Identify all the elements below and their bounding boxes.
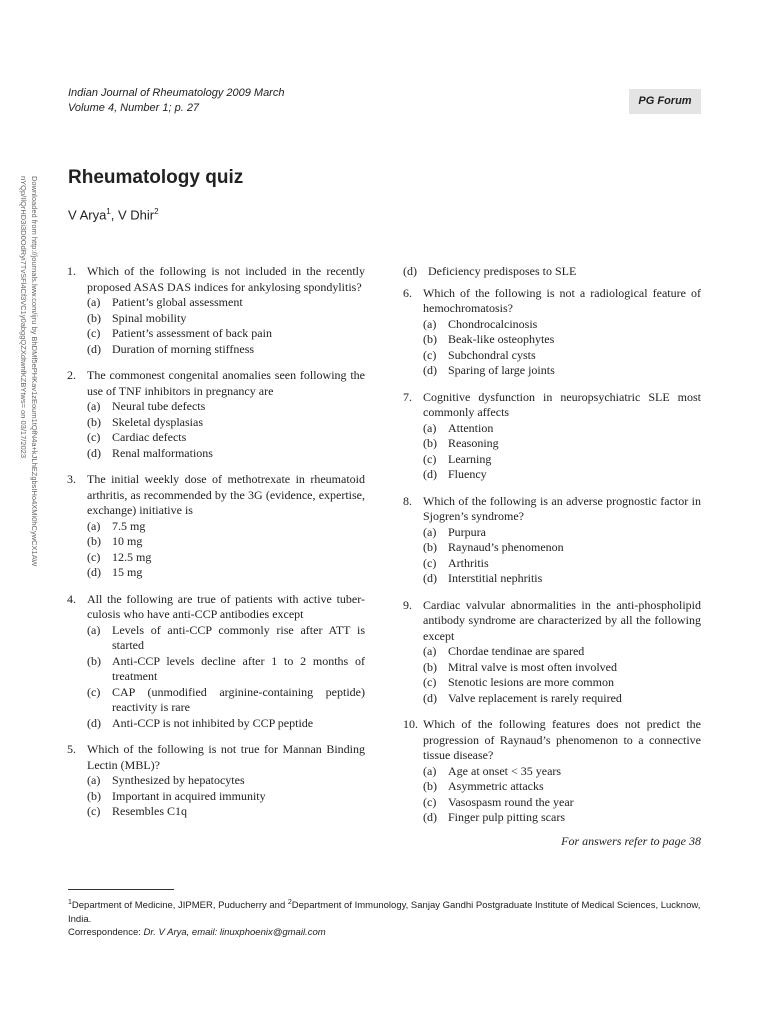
answer-option [423, 421, 701, 437]
answer-option [87, 685, 365, 716]
answers-reference: For answers refer to page 38 [561, 833, 701, 848]
option-label: (c) [87, 326, 101, 340]
option-label: (a) [423, 316, 437, 331]
affiliation-marker-2: 2 [287, 899, 292, 906]
option-label: (d) [423, 363, 437, 377]
question-number: 8. [403, 493, 412, 508]
option-label: (b) [423, 779, 437, 793]
download-watermark [18, 176, 40, 606]
answer-option [423, 540, 701, 556]
option-label: (c) [423, 347, 437, 362]
option-text: Duration of morning stiffness [112, 341, 255, 356]
answer-option [423, 779, 701, 795]
option-text: Resembles C1q [112, 804, 187, 818]
question-number: 5. [67, 742, 76, 756]
option-label: (a) [87, 518, 101, 533]
option-label: (b) [87, 414, 101, 429]
answer-option [87, 430, 365, 446]
answer-option [87, 415, 365, 431]
answer-option [87, 565, 365, 581]
watermark-line-1: Downloaded from http://journals.lww.com/ijru by BhDMf5ePHKav1zEoum1tQfN4a+kJLhEZgbsIHo4XMi0hCywCX1AW [30, 176, 39, 567]
question-item [67, 592, 365, 732]
option-text: Finger pulp pitting scars [448, 810, 565, 824]
question-item [67, 472, 365, 581]
journal-citation [68, 86, 284, 116]
question-number: 6. [403, 285, 412, 300]
page-title: Rheumatology quiz [68, 167, 244, 188]
option-label: (a) [87, 399, 101, 413]
question-text: Which of the following features does not predict the progression of Raynaud’s phenomenon to a connective tissue disease? [423, 717, 701, 762]
question-number: 1. [67, 264, 76, 278]
author-1: V Arya [68, 207, 107, 223]
answer-option [423, 317, 701, 333]
option-label: (b) [87, 534, 101, 548]
question-number: 2. [67, 368, 76, 382]
answer-option [87, 342, 365, 358]
option-text: Synthesized by hepatocytes [112, 773, 245, 787]
question-stem [403, 717, 701, 764]
option-text: CAP (unmodified arginine-containing peptide) reactivity is rare [112, 684, 365, 714]
question-item [403, 598, 701, 707]
option-text: Levels of anti-CCP commonly rise after ATT is started [112, 622, 365, 652]
author-2-affiliation: 2 [154, 207, 159, 216]
question-number: 4. [67, 591, 76, 606]
option-label: (a) [87, 622, 101, 637]
question-number: 7. [403, 389, 412, 404]
question-stem [67, 592, 365, 623]
question-number: 9. [403, 597, 412, 612]
answer-option [423, 348, 701, 364]
option-label: (b) [423, 436, 437, 450]
option-text: 10 mg [112, 534, 143, 548]
option-text: Skeletal dysplasias [112, 414, 203, 429]
option-label: (d) [423, 467, 437, 481]
question-5-option-d [403, 264, 701, 280]
option-text: Vasospasm round the year [448, 794, 574, 809]
question-text: All the following are true of patients with active tuber-culosis who have anti-CCP antibodies except [87, 591, 365, 621]
question-stem [403, 598, 701, 645]
option-text: Age at onset < 35 years [448, 763, 562, 778]
affiliation-marker-1: 1 [68, 899, 72, 906]
question-text: The commonest congenital anomalies seen following the use of TNF inhibitors in pregnancy are [87, 368, 365, 398]
option-label: (a) [87, 773, 101, 787]
question-item [67, 264, 365, 357]
option-text: Subchondral cysts [448, 347, 536, 362]
option-text: Chondrocalcinosis [448, 316, 538, 331]
answer-option [87, 311, 365, 327]
option-text: Learning [448, 451, 492, 466]
answer-option [87, 534, 365, 550]
answer-option [423, 660, 701, 676]
affiliation-2: Department of Immunology, Sanjay Gandhi Postgraduate Institute of Medical Sciences, Lucknow, India. [68, 900, 701, 925]
right-column [403, 264, 701, 849]
option-text: Patient’s assessment of back pain [112, 326, 272, 340]
option-text: Stenotic lesions are more common [448, 675, 614, 689]
answer-option [87, 804, 365, 820]
option-text: Sparing of large joints [448, 363, 555, 377]
option-label: (c) [423, 675, 437, 689]
option-label: (d) [87, 715, 101, 730]
right-questions [403, 286, 701, 826]
option-label: (d) [87, 565, 101, 579]
option-text: Interstitial nephritis [448, 571, 543, 585]
answer-option [423, 436, 701, 452]
option-text: Purpura [448, 524, 486, 539]
answer-option [423, 691, 701, 707]
answer-option [87, 295, 365, 311]
section-badge: PG Forum [629, 89, 701, 114]
option-label: (d) [423, 690, 437, 705]
answer-option [423, 795, 701, 811]
option-label: (b) [423, 332, 437, 346]
option-text: Renal malformations [112, 445, 213, 460]
option-text: Mitral valve is most often involved [448, 659, 617, 674]
option-label: (b) [423, 540, 437, 554]
answer-option [87, 716, 365, 732]
option-text: Fluency [448, 467, 487, 481]
author-2: V Dhir [117, 207, 155, 223]
option-label: (c) [87, 430, 101, 444]
question-stem [67, 472, 365, 519]
option-label: (c) [423, 794, 437, 809]
answer-option [423, 332, 701, 348]
option-text: Chordae tendinae are spared [448, 644, 585, 658]
answer-option [87, 654, 365, 685]
option-label: (c) [423, 555, 437, 570]
option-text: Cardiac defects [112, 430, 187, 444]
answer-option [423, 452, 701, 468]
question-stem [403, 286, 701, 317]
option-label: (b) [423, 659, 437, 674]
left-column [67, 264, 365, 831]
question-number: 3. [67, 472, 76, 486]
option-text: 12.5 mg [112, 549, 152, 564]
question-text: Which of the following is not true for Mannan Binding Lectin (MBL)? [87, 742, 365, 772]
footnote-divider [68, 889, 174, 890]
answer-option [423, 810, 701, 826]
question-text: Which of the following is an adverse prognostic factor in Sjogren’s syndrome? [423, 493, 701, 523]
option-text: Asymmetric attacks [448, 779, 544, 793]
answer-option [423, 556, 701, 572]
answer-option [87, 399, 365, 415]
answer-option [87, 623, 365, 654]
answer-option [87, 519, 365, 535]
affiliation-1: Department of Medicine, JIPMER, Puducherry and [71, 900, 288, 912]
option-label: (d) [423, 571, 437, 585]
option-label: (d) [87, 445, 101, 460]
option-text: Important in acquired immunity [112, 788, 266, 803]
option-label: (d) [423, 810, 437, 824]
option-label: (c) [87, 549, 101, 564]
answer-option [423, 675, 701, 691]
option-text: Anti-CCP is not inhibited by CCP peptide [112, 715, 314, 730]
answer-option [423, 525, 701, 541]
answer-option [423, 363, 701, 379]
option-text: Neural tube defects [112, 399, 206, 413]
answer-option [423, 467, 701, 483]
question-stem [403, 494, 701, 525]
option-label: (a) [423, 524, 437, 539]
question-number: 10. [403, 717, 418, 731]
option-text: Valve replacement is rarely required [448, 690, 622, 705]
option-text: Anti-CCP levels decline after 1 to 2 months of treatment [112, 653, 365, 683]
option-text: Attention [448, 420, 494, 435]
answer-option [87, 773, 365, 789]
answer-option [87, 326, 365, 342]
correspondence [68, 926, 708, 940]
question-text: Cardiac valvular abnormalities in the anti-phospholipid antibody syndrome are characterized by all the following except [423, 597, 701, 643]
question-stem [67, 264, 365, 295]
question-stem [67, 368, 365, 399]
option-text: Beak-like osteophytes [448, 332, 555, 346]
question-stem [67, 742, 365, 773]
option-text: Deficiency predisposes to SLE [428, 264, 577, 278]
question-item [67, 368, 365, 461]
correspondence-value: Dr. V Arya, email: linuxphoenix@gmail.com [143, 927, 326, 939]
option-label: (a) [87, 295, 101, 309]
author-list [68, 207, 159, 222]
option-label: (a) [423, 420, 437, 435]
question-item [403, 717, 701, 826]
option-text: Reasoning [448, 436, 499, 450]
footnotes [68, 896, 708, 940]
option-label: (a) [423, 644, 437, 658]
answer-option [423, 571, 701, 587]
answer-option [423, 644, 701, 660]
answer-option [87, 789, 365, 805]
option-label: (a) [423, 763, 437, 778]
question-item [403, 286, 701, 379]
answer-option [423, 764, 701, 780]
question-stem [403, 390, 701, 421]
question-text: Which of the following is not included in the recently proposed ASAS DAS indices for ankylosing spondylitis? [87, 264, 365, 294]
option-label: (b) [87, 653, 101, 668]
watermark-line-2: nYQp/IlQrHD3i3D0OdRyi7TvSFl4Cf3VC1y0abggQZXdtwnfKZBYtws= on 03/17/2023 [19, 176, 28, 459]
option-label: (b) [87, 310, 101, 325]
question-text: Cognitive dysfunction in neuropsychiatric SLE most commonly affects [423, 389, 701, 419]
option-label: (c) [423, 451, 437, 466]
question-item [67, 742, 365, 820]
option-label: (c) [87, 684, 101, 699]
option-label: (d) [403, 264, 417, 278]
option-text: 15 mg [112, 565, 143, 579]
author-separator: , [110, 207, 118, 223]
option-label: (c) [87, 804, 101, 818]
question-item [403, 494, 701, 587]
author-1-affiliation: 1 [106, 207, 111, 216]
option-label: (b) [87, 788, 101, 803]
question-item [403, 390, 701, 483]
question-text: The initial weekly dose of methotrexate in rheumatoid arthritis, as recommended by the 3G (evidence, expertise, exchange) initiative is [87, 472, 365, 517]
option-text: Spinal mobility [112, 310, 187, 325]
journal-name: Indian Journal of Rheumatology 2009 March [68, 87, 285, 99]
option-text: Patient’s global assessment [112, 295, 243, 309]
affiliations [68, 896, 708, 926]
option-text: 7.5 mg [112, 518, 146, 533]
option-text: Arthritis [448, 555, 489, 570]
answer-option [87, 550, 365, 566]
correspondence-label: Correspondence: [68, 927, 144, 939]
answer-option [87, 446, 365, 462]
option-text: Raynaud’s phenomenon [448, 540, 564, 554]
question-text: Which of the following is not a radiological feature of hemochromatosis? [423, 285, 701, 315]
journal-volume: Volume 4, Number 1; p. 27 [68, 102, 200, 114]
option-label: (d) [87, 341, 101, 356]
